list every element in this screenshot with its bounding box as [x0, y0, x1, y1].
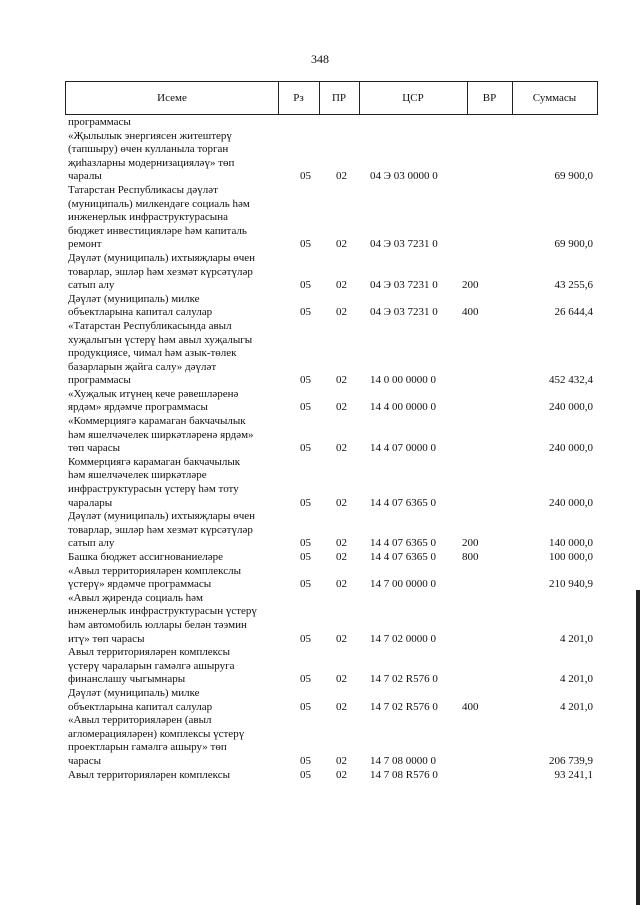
row-name-line: бюджет инвестицияләре һәм капиталь [68, 224, 247, 237]
row-pr: 02 [336, 673, 347, 686]
header-sum: Суммасы [532, 92, 577, 104]
row-rz: 05 [300, 279, 311, 292]
row-name [68, 565, 278, 592]
row-name-line: чаралары [68, 496, 113, 509]
row-pr: 02 [336, 238, 347, 251]
row-name [68, 293, 278, 320]
row-rz: 05 [300, 700, 311, 713]
row-csr: 14 0 00 0000 0 [370, 374, 436, 387]
row-name-line: Дәүләт (муниципаль) ихтыяҗлары өчен [68, 510, 256, 523]
row-rz: 05 [300, 374, 311, 387]
row-name-line: проектларын гамәлгә ашыру» төп [68, 741, 227, 754]
row-sum: 4 201,0 [560, 700, 593, 713]
row-rz: 05 [300, 768, 311, 781]
row-name-line: финанслашу чыгымнары [68, 673, 186, 686]
row-name-line: продукциясе, чимал һәм азык-төлек [68, 347, 237, 360]
row-rz: 05 [300, 496, 311, 509]
row-name [68, 687, 278, 714]
row-csr: 14 4 07 6365 0 [370, 537, 436, 550]
header-vr: ВР [467, 82, 513, 114]
row-name-line: «Хуҗалык итүнең кече рәвешләренә [68, 387, 239, 400]
row-rz: 05 [300, 578, 311, 591]
table-row [68, 551, 598, 565]
row-rz: 05 [300, 238, 311, 251]
row-name-line: (муниципаль) милкендәге социаль һәм [68, 197, 250, 210]
table-row [68, 320, 598, 388]
row-name [68, 456, 278, 510]
page-number: 348 [311, 52, 329, 66]
row-name-line: җиһазларны модернизацияләү» төп [68, 156, 235, 169]
row-csr: 14 7 02 0000 0 [370, 632, 436, 645]
row-pr: 02 [336, 170, 347, 183]
row-pr: 02 [336, 754, 347, 767]
row-name-line: «Татарстан Республикасында авыл [68, 319, 232, 332]
row-rz: 05 [300, 170, 311, 183]
row-csr: 14 7 02 R576 0 [370, 700, 438, 713]
row-name-line: программасы [68, 374, 131, 387]
row-name-line: товарлар, эшләр һәм хезмәт күрсәтүләр [68, 523, 253, 536]
row-name [68, 714, 278, 768]
row-name-line: инфраструктурасын үстерү һәм тоту [68, 483, 239, 496]
row-sum: 4 201,0 [560, 673, 593, 686]
row-name-line: төп чарасы [68, 442, 121, 455]
table-row [68, 687, 598, 714]
row-csr: 04 Э 03 7231 0 [370, 306, 438, 319]
row-name [68, 116, 278, 130]
row-name-line: хуҗалыгын үстерү һәм авыл хуҗалыгы [68, 333, 253, 346]
header-pr: ПР [319, 82, 360, 114]
row-name-line: «Авыл территорияләрен (авыл [68, 714, 212, 727]
row-name-line: һәм автомобиль юллары белән тәэмин [68, 618, 247, 631]
row-name [68, 551, 278, 565]
row-pr: 02 [336, 537, 347, 550]
row-name [68, 184, 278, 252]
row-pr: 02 [336, 551, 347, 563]
row-vr: 200 [462, 537, 479, 550]
row-name-line: итү» төп чарасы [68, 632, 145, 645]
table-row [68, 293, 598, 320]
row-name [68, 510, 278, 551]
row-csr: 04 Э 03 0000 0 [370, 170, 438, 183]
table-row [68, 769, 598, 783]
row-name-line: сатып алу [68, 279, 115, 292]
row-name-line: Татарстан Республикасы дәүләт [68, 183, 218, 196]
row-name-line: сатып алу [68, 537, 115, 550]
row-name-line: «Авыл җирендә социаль һәм [68, 591, 203, 604]
table-row [68, 714, 598, 768]
row-name-line: Дәүләт (муниципаль) милке [68, 292, 200, 305]
table-body [68, 116, 598, 782]
row-csr: 14 7 08 R576 0 [370, 768, 438, 781]
row-csr: 14 7 00 0000 0 [370, 578, 436, 591]
row-name [68, 769, 278, 783]
table-row [68, 510, 598, 551]
row-name [68, 130, 278, 184]
row-name-line: инженерлык инфраструктурасын үстерү [68, 605, 257, 618]
row-rz: 05 [300, 551, 311, 563]
header-csr: ЦСР [359, 82, 468, 114]
row-sum: 43 255,6 [554, 279, 593, 292]
row-pr: 02 [336, 632, 347, 645]
row-rz: 05 [300, 306, 311, 319]
row-name-line: чарасы [68, 754, 102, 767]
row-name [68, 388, 278, 415]
row-sum: 100 000,0 [549, 551, 593, 563]
row-name-line: инженерлык инфраструктурасына [68, 211, 228, 224]
row-sum: 69 900,0 [554, 170, 593, 183]
row-csr: 04 Э 03 7231 0 [370, 238, 438, 251]
table-row [68, 184, 598, 252]
row-rz: 05 [300, 442, 311, 455]
row-name-line: «Коммерциягә карамаган бакчачылык [68, 415, 246, 428]
row-pr: 02 [336, 578, 347, 591]
row-name-line: Авыл территорияләрен комплексы [68, 768, 230, 781]
row-name-line: һәм яшелчәчелек ширкәтләре [68, 469, 207, 482]
row-name-line: үстерү чараларын гамәлгә ашыруга [68, 659, 235, 672]
row-name [68, 592, 278, 646]
table-row [68, 456, 598, 510]
table-row [68, 252, 598, 293]
row-name-line: Башка бюджет ассигнованиеләре [68, 551, 223, 563]
table-header [65, 81, 598, 115]
row-name [68, 415, 278, 456]
row-name-line: ярдәм» ярдәмче программасы [68, 401, 208, 414]
row-name-line: ремонт [68, 238, 102, 251]
row-sum: 140 000,0 [549, 537, 593, 550]
row-pr: 02 [336, 306, 347, 319]
row-sum: 93 241,1 [554, 768, 593, 781]
table-row [68, 415, 598, 456]
table-row [68, 646, 598, 687]
table-row [68, 565, 598, 592]
row-csr: 04 Э 03 7231 0 [370, 279, 438, 292]
row-name-line: (тапшыру) өчен кулланыла торган [68, 143, 229, 156]
row-pr: 02 [336, 374, 347, 387]
row-sum: 240 000,0 [549, 442, 593, 455]
row-sum: 26 644,4 [554, 306, 593, 319]
row-name-line: үстерү» ярдәмче программасы [68, 578, 212, 591]
row-csr: 14 7 08 0000 0 [370, 754, 436, 767]
row-name-line: Дәүләт (муниципаль) ихтыяҗлары өчен [68, 251, 256, 264]
row-name-line: «Авыл территорияләрен комплекслы [68, 564, 241, 577]
row-vr: 800 [462, 551, 479, 563]
row-name-line: объектларына капитал салулар [68, 306, 213, 319]
row-pr: 02 [336, 700, 347, 713]
table-row [68, 130, 598, 184]
row-pr: 02 [336, 401, 347, 414]
table-row [68, 592, 598, 646]
row-name-line: Дәүләт (муниципаль) милке [68, 686, 200, 699]
row-rz: 05 [300, 754, 311, 767]
row-csr: 14 4 07 6365 0 [370, 551, 436, 563]
row-name-line: Коммерциягә карамаган бакчачылык [68, 455, 241, 468]
row-vr: 400 [462, 700, 479, 713]
row-sum: 206 739,9 [549, 754, 593, 767]
row-name-line: базарларын җайга салу» дәүләт [68, 360, 217, 373]
row-pr: 02 [336, 496, 347, 509]
row-sum: 240 000,0 [549, 496, 593, 509]
row-csr: 14 4 00 0000 0 [370, 401, 436, 414]
row-sum: 452 432,4 [549, 374, 593, 387]
header-rz: Рз [278, 82, 320, 114]
row-rz: 05 [300, 401, 311, 414]
row-sum: 4 201,0 [560, 632, 593, 645]
scan-edge [636, 590, 640, 905]
row-sum: 69 900,0 [554, 238, 593, 251]
row-name-line: программасы [68, 116, 131, 128]
row-name-line: Авыл территорияләрен комплексы [68, 646, 230, 659]
row-name-line: товарлар, эшләр һәм хезмәт күрсәтүләр [68, 265, 253, 278]
row-name-line: объектларына капитал салулар [68, 700, 213, 713]
row-name-line: «Җылылык энергиясен житештерү [68, 129, 232, 142]
row-vr: 200 [462, 279, 479, 292]
table-row [68, 388, 598, 415]
row-name [68, 252, 278, 293]
row-name-line: чаралы [68, 170, 102, 183]
row-rz: 05 [300, 673, 311, 686]
header-name: Исеме [66, 82, 279, 114]
row-sum: 240 000,0 [549, 401, 593, 414]
row-csr: 14 4 07 6365 0 [370, 496, 436, 509]
table-row [68, 116, 598, 130]
row-vr: 400 [462, 306, 479, 319]
row-pr: 02 [336, 279, 347, 292]
row-name [68, 646, 278, 687]
row-csr: 14 4 07 0000 0 [370, 442, 436, 455]
row-rz: 05 [300, 537, 311, 550]
row-name-line: агломерацияләрен) комплексы үстерү [68, 727, 245, 740]
row-name-line: һәм яшелчәчелек ширкәтләренә ярдәм» [68, 428, 254, 441]
row-csr: 14 7 02 R576 0 [370, 673, 438, 686]
row-pr: 02 [336, 768, 347, 781]
row-rz: 05 [300, 632, 311, 645]
row-name [68, 320, 278, 388]
row-sum: 210 940,9 [549, 578, 593, 591]
row-pr: 02 [336, 442, 347, 455]
